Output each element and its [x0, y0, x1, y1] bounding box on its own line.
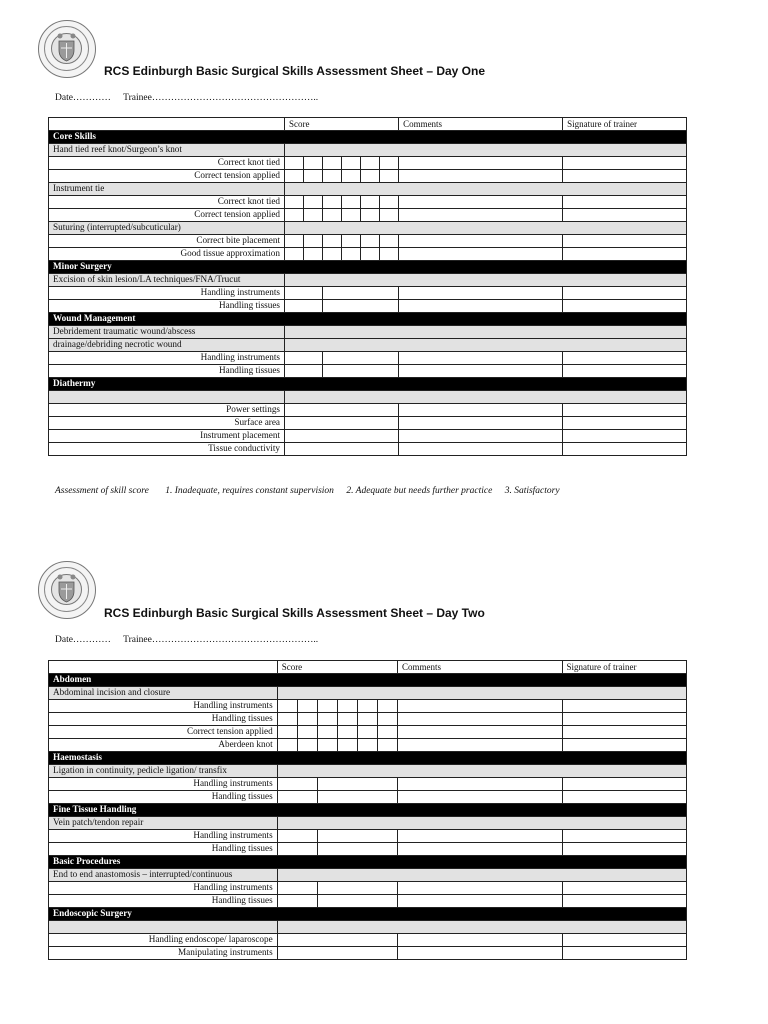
- task-row-blank: [285, 391, 687, 404]
- criterion-label: Good tissue approximation: [49, 248, 285, 261]
- section-header-row: [49, 908, 687, 921]
- score-cell[interactable]: [285, 430, 399, 443]
- signature-cell[interactable]: [563, 170, 687, 183]
- signature-cell[interactable]: [562, 700, 686, 713]
- criterion-label: Surface area: [49, 417, 285, 430]
- comments-cell[interactable]: [398, 830, 562, 843]
- criterion-label: Handling instruments: [49, 352, 285, 365]
- score-cell[interactable]: [323, 157, 342, 170]
- criterion-row: [49, 443, 687, 456]
- task-label: Vein patch/tendon repair: [49, 817, 278, 830]
- score-cell[interactable]: [361, 157, 380, 170]
- signature-cell[interactable]: [562, 726, 686, 739]
- score-cell[interactable]: [317, 713, 337, 726]
- score-cell[interactable]: [342, 157, 361, 170]
- comments-cell[interactable]: [398, 895, 562, 908]
- score-cell[interactable]: [285, 352, 323, 365]
- task-row-blank: [285, 274, 687, 287]
- criterion-label: Power settings: [49, 404, 285, 417]
- score-cell[interactable]: [277, 700, 297, 713]
- criterion-label: Handling endoscope/ laparoscope: [49, 934, 278, 947]
- section-header-row: [49, 313, 687, 326]
- criterion-row: [49, 209, 687, 222]
- score-cell[interactable]: [323, 170, 342, 183]
- criterion-row: [49, 947, 687, 960]
- score-legend-item: 1. Inadequate, requires constant supervision: [165, 486, 334, 496]
- score-cell[interactable]: [277, 791, 317, 804]
- score-cell[interactable]: [317, 700, 337, 713]
- score-cell[interactable]: [277, 934, 397, 947]
- score-cell[interactable]: [285, 417, 399, 430]
- signature-cell[interactable]: [563, 417, 687, 430]
- score-cell[interactable]: [323, 196, 342, 209]
- score-cell[interactable]: [377, 739, 397, 752]
- task-row: [49, 183, 687, 196]
- comments-cell[interactable]: [399, 365, 563, 378]
- score-cell[interactable]: [297, 726, 317, 739]
- criterion-label: Handling instruments: [49, 778, 278, 791]
- trainee-field-label: Trainee……………………………………………..: [123, 635, 319, 645]
- score-cell[interactable]: [317, 791, 397, 804]
- task-row-blank: [277, 869, 686, 882]
- section-header-row: [49, 261, 687, 274]
- score-cell[interactable]: [317, 778, 397, 791]
- comments-cell[interactable]: [399, 157, 563, 170]
- criterion-label: Handling tissues: [49, 895, 278, 908]
- score-cell[interactable]: [317, 843, 397, 856]
- task-row: [49, 222, 687, 235]
- score-cell[interactable]: [361, 170, 380, 183]
- score-cell[interactable]: [342, 235, 361, 248]
- criterion-row: [49, 791, 687, 804]
- score-cell[interactable]: [361, 196, 380, 209]
- score-cell[interactable]: [361, 248, 380, 261]
- score-cell[interactable]: [277, 895, 317, 908]
- comments-cell[interactable]: [399, 196, 563, 209]
- criterion-label: Correct tension applied: [49, 209, 285, 222]
- comments-cell[interactable]: [399, 248, 563, 261]
- task-row-blank: [285, 144, 687, 157]
- signature-cell[interactable]: [562, 843, 686, 856]
- score-cell[interactable]: [342, 209, 361, 222]
- task-row: [49, 817, 687, 830]
- criterion-label: Correct knot tied: [49, 196, 285, 209]
- comments-cell[interactable]: [399, 404, 563, 417]
- score-cell[interactable]: [337, 713, 357, 726]
- score-cell[interactable]: [285, 157, 304, 170]
- comments-cell[interactable]: [398, 713, 562, 726]
- score-cell[interactable]: [277, 882, 317, 895]
- comments-cell[interactable]: [399, 300, 563, 313]
- score-cell[interactable]: [380, 196, 399, 209]
- score-cell[interactable]: [304, 209, 323, 222]
- comments-cell[interactable]: [398, 934, 562, 947]
- criterion-label: Tissue conductivity: [49, 443, 285, 456]
- criterion-row: [49, 778, 687, 791]
- score-cell[interactable]: [337, 739, 357, 752]
- day-two-date-trainee-line: [55, 635, 328, 645]
- signature-column-header: Signature of trainer: [563, 118, 687, 131]
- criterion-row: [49, 895, 687, 908]
- signature-cell[interactable]: [562, 830, 686, 843]
- task-row: [49, 921, 687, 934]
- score-cell[interactable]: [317, 739, 337, 752]
- day-two-assessment-table: [48, 660, 687, 960]
- trainee-field-label: Trainee……………………………………………..: [123, 93, 319, 103]
- task-row-blank: [277, 817, 686, 830]
- score-cell[interactable]: [342, 196, 361, 209]
- score-cell[interactable]: [357, 713, 377, 726]
- score-cell[interactable]: [380, 209, 399, 222]
- task-row-blank: [277, 765, 686, 778]
- criterion-label: Handling tissues: [49, 791, 278, 804]
- signature-cell[interactable]: [563, 287, 687, 300]
- score-cell[interactable]: [285, 209, 304, 222]
- criterion-label: Correct knot tied: [49, 157, 285, 170]
- header-blank-cell: [49, 661, 278, 674]
- task-row: [49, 869, 687, 882]
- comments-cell[interactable]: [398, 700, 562, 713]
- comments-cell[interactable]: [399, 443, 563, 456]
- criterion-row: [49, 713, 687, 726]
- signature-cell[interactable]: [563, 209, 687, 222]
- criterion-label: Manipulating instruments: [49, 947, 278, 960]
- score-cell[interactable]: [285, 235, 304, 248]
- criterion-row: [49, 235, 687, 248]
- comments-cell[interactable]: [398, 739, 562, 752]
- table-header-row: [49, 661, 687, 674]
- score-cell[interactable]: [323, 248, 342, 261]
- comments-cell[interactable]: [398, 843, 562, 856]
- criterion-row: [49, 882, 687, 895]
- score-cell[interactable]: [357, 726, 377, 739]
- criterion-label: Handling tissues: [49, 365, 285, 378]
- task-row-blank: [285, 339, 687, 352]
- score-cell[interactable]: [285, 196, 304, 209]
- score-cell[interactable]: [277, 739, 297, 752]
- criterion-row: [49, 700, 687, 713]
- signature-cell[interactable]: [563, 157, 687, 170]
- comments-cell[interactable]: [398, 778, 562, 791]
- score-cell[interactable]: [297, 739, 317, 752]
- day-one-date-trainee-line: [55, 93, 328, 103]
- task-row: [49, 144, 687, 157]
- day-two-title: RCS Edinburgh Basic Surgical Skills Assessment Sheet – Day Two: [104, 606, 485, 620]
- table-header-row: [49, 118, 687, 131]
- section-header-row: [49, 752, 687, 765]
- criterion-label: Handling tissues: [49, 300, 285, 313]
- criterion-row: [49, 365, 687, 378]
- criterion-row: [49, 196, 687, 209]
- comments-cell[interactable]: [399, 430, 563, 443]
- score-cell[interactable]: [323, 352, 399, 365]
- signature-cell[interactable]: [562, 778, 686, 791]
- score-cell[interactable]: [323, 300, 399, 313]
- score-cell[interactable]: [304, 248, 323, 261]
- task-row: [49, 326, 687, 339]
- score-cell[interactable]: [380, 157, 399, 170]
- signature-cell[interactable]: [563, 365, 687, 378]
- signature-cell[interactable]: [562, 895, 686, 908]
- task-row-blank: [285, 326, 687, 339]
- signature-cell[interactable]: [562, 739, 686, 752]
- signature-cell[interactable]: [562, 791, 686, 804]
- score-cell[interactable]: [277, 778, 317, 791]
- header-blank-cell: [49, 118, 285, 131]
- comments-cell[interactable]: [398, 882, 562, 895]
- comments-cell[interactable]: [399, 352, 563, 365]
- task-row-blank: [285, 183, 687, 196]
- score-cell[interactable]: [277, 843, 317, 856]
- task-row: [49, 765, 687, 778]
- score-column-header: Score: [277, 661, 397, 674]
- task-row-blank: [277, 921, 686, 934]
- comments-column-header: Comments: [399, 118, 563, 131]
- comments-cell[interactable]: [399, 209, 563, 222]
- criterion-label: Handling instruments: [49, 882, 278, 895]
- score-cell[interactable]: [304, 170, 323, 183]
- section-title: Diathermy: [49, 378, 687, 391]
- criterion-row: [49, 830, 687, 843]
- score-cell[interactable]: [317, 726, 337, 739]
- task-label: Hand tied reef knot/Surgeon’s knot: [49, 144, 285, 157]
- task-label: [49, 921, 278, 934]
- comments-cell[interactable]: [399, 287, 563, 300]
- task-row-blank: [285, 222, 687, 235]
- criterion-label: Handling instruments: [49, 287, 285, 300]
- task-label: Ligation in continuity, pedicle ligation/ transfix: [49, 765, 278, 778]
- score-cell[interactable]: [337, 726, 357, 739]
- score-cell[interactable]: [361, 235, 380, 248]
- criterion-row: [49, 843, 687, 856]
- criterion-label: Handling tissues: [49, 843, 278, 856]
- signature-cell[interactable]: [563, 430, 687, 443]
- signature-column-header: Signature of trainer: [562, 661, 686, 674]
- criterion-row: [49, 417, 687, 430]
- comments-cell[interactable]: [399, 417, 563, 430]
- section-title: Wound Management: [49, 313, 687, 326]
- score-cell[interactable]: [323, 365, 399, 378]
- score-cell[interactable]: [304, 157, 323, 170]
- task-label: End to end anastomosis – interrupted/continuous: [49, 869, 278, 882]
- section-title: Abdomen: [49, 674, 687, 687]
- comments-cell[interactable]: [398, 726, 562, 739]
- section-header-row: [49, 131, 687, 144]
- score-cell[interactable]: [323, 287, 399, 300]
- criterion-row: [49, 300, 687, 313]
- comments-cell[interactable]: [398, 947, 562, 960]
- criterion-row: [49, 934, 687, 947]
- score-cell[interactable]: [337, 700, 357, 713]
- score-cell[interactable]: [317, 882, 397, 895]
- section-title: Haemostasis: [49, 752, 687, 765]
- signature-cell[interactable]: [563, 443, 687, 456]
- score-cell[interactable]: [357, 700, 377, 713]
- signature-cell[interactable]: [563, 248, 687, 261]
- criterion-label: Handling tissues: [49, 713, 278, 726]
- score-cell[interactable]: [297, 713, 317, 726]
- criterion-label: Correct tension applied: [49, 170, 285, 183]
- criterion-row: [49, 726, 687, 739]
- score-cell[interactable]: [285, 365, 323, 378]
- day-one-title: RCS Edinburgh Basic Surgical Skills Assessment Sheet – Day One: [104, 64, 486, 78]
- score-cell[interactable]: [357, 739, 377, 752]
- section-title: Core Skills: [49, 131, 687, 144]
- section-header-row: [49, 674, 687, 687]
- signature-cell[interactable]: [563, 300, 687, 313]
- task-row: [49, 391, 687, 404]
- signature-cell[interactable]: [563, 196, 687, 209]
- task-label: Suturing (interrupted/subcuticular): [49, 222, 285, 235]
- score-cell[interactable]: [323, 235, 342, 248]
- score-cell[interactable]: [277, 713, 297, 726]
- comments-cell[interactable]: [398, 791, 562, 804]
- criterion-label: Correct tension applied: [49, 726, 278, 739]
- section-title: Endoscopic Surgery: [49, 908, 687, 921]
- score-cell[interactable]: [285, 404, 399, 417]
- score-cell[interactable]: [342, 248, 361, 261]
- score-cell[interactable]: [285, 287, 323, 300]
- score-cell[interactable]: [285, 170, 304, 183]
- section-header-row: [49, 856, 687, 869]
- task-row: [49, 274, 687, 287]
- criterion-label: Handling instruments: [49, 700, 278, 713]
- criterion-label: Aberdeen knot: [49, 739, 278, 752]
- section-title: Basic Procedures: [49, 856, 687, 869]
- criterion-row: [49, 404, 687, 417]
- score-cell[interactable]: [342, 170, 361, 183]
- score-cell[interactable]: [304, 196, 323, 209]
- criterion-row: [49, 352, 687, 365]
- criterion-label: Handling instruments: [49, 830, 278, 843]
- score-cell[interactable]: [304, 235, 323, 248]
- section-header-row: [49, 378, 687, 391]
- comments-column-header: Comments: [398, 661, 562, 674]
- criterion-row: [49, 170, 687, 183]
- score-cell[interactable]: [285, 443, 399, 456]
- score-cell[interactable]: [323, 209, 342, 222]
- score-legend-item: 2. Adequate but needs further practice: [346, 486, 493, 496]
- task-label: Excision of skin lesion/LA techniques/FNA/Trucut: [49, 274, 285, 287]
- task-label: Abdominal incision and closure: [49, 687, 278, 700]
- rcs-crest-logo: [38, 561, 96, 619]
- comments-cell[interactable]: [399, 235, 563, 248]
- score-cell[interactable]: [285, 248, 304, 261]
- score-cell[interactable]: [277, 947, 397, 960]
- score-cell[interactable]: [377, 713, 397, 726]
- score-cell[interactable]: [285, 300, 323, 313]
- criterion-label: Correct bite placement: [49, 235, 285, 248]
- date-field-label: Date…………: [55, 635, 111, 645]
- score-cell[interactable]: [297, 700, 317, 713]
- task-row: [49, 687, 687, 700]
- signature-cell[interactable]: [563, 235, 687, 248]
- task-label: Debridement traumatic wound/abscess: [49, 326, 285, 339]
- task-label: Instrument tie: [49, 183, 285, 196]
- criterion-row: [49, 248, 687, 261]
- score-cell[interactable]: [277, 830, 317, 843]
- signature-cell[interactable]: [562, 947, 686, 960]
- score-legend-label: Assessment of skill score: [55, 486, 149, 496]
- criterion-row: [49, 739, 687, 752]
- score-cell[interactable]: [377, 726, 397, 739]
- signature-cell[interactable]: [562, 882, 686, 895]
- criterion-row: [49, 287, 687, 300]
- score-cell[interactable]: [380, 248, 399, 261]
- criterion-row: [49, 157, 687, 170]
- signature-cell[interactable]: [563, 404, 687, 417]
- score-column-header: Score: [285, 118, 399, 131]
- score-legend-item: 3. Satisfactory: [504, 486, 560, 496]
- date-field-label: Date…………: [55, 93, 111, 103]
- task-row-continued: [49, 339, 687, 352]
- section-header-row: [49, 804, 687, 817]
- day-one-assessment-table: [48, 117, 687, 456]
- score-cell[interactable]: [380, 235, 399, 248]
- task-label: [49, 391, 285, 404]
- criterion-row: [49, 430, 687, 443]
- score-cell[interactable]: [377, 700, 397, 713]
- section-title: Minor Surgery: [49, 261, 687, 274]
- task-label-continued: drainage/debriding necrotic wound: [49, 339, 285, 352]
- signature-cell[interactable]: [562, 934, 686, 947]
- rcs-crest-logo: [38, 20, 96, 78]
- comments-cell[interactable]: [399, 170, 563, 183]
- signature-cell[interactable]: [562, 713, 686, 726]
- score-cell[interactable]: [317, 830, 397, 843]
- criterion-label: Instrument placement: [49, 430, 285, 443]
- score-cell[interactable]: [277, 726, 297, 739]
- score-cell[interactable]: [380, 170, 399, 183]
- score-cell[interactable]: [361, 209, 380, 222]
- score-cell[interactable]: [317, 895, 397, 908]
- score-legend: [55, 486, 570, 496]
- task-row-blank: [277, 687, 686, 700]
- section-title: Fine Tissue Handling: [49, 804, 687, 817]
- signature-cell[interactable]: [563, 352, 687, 365]
